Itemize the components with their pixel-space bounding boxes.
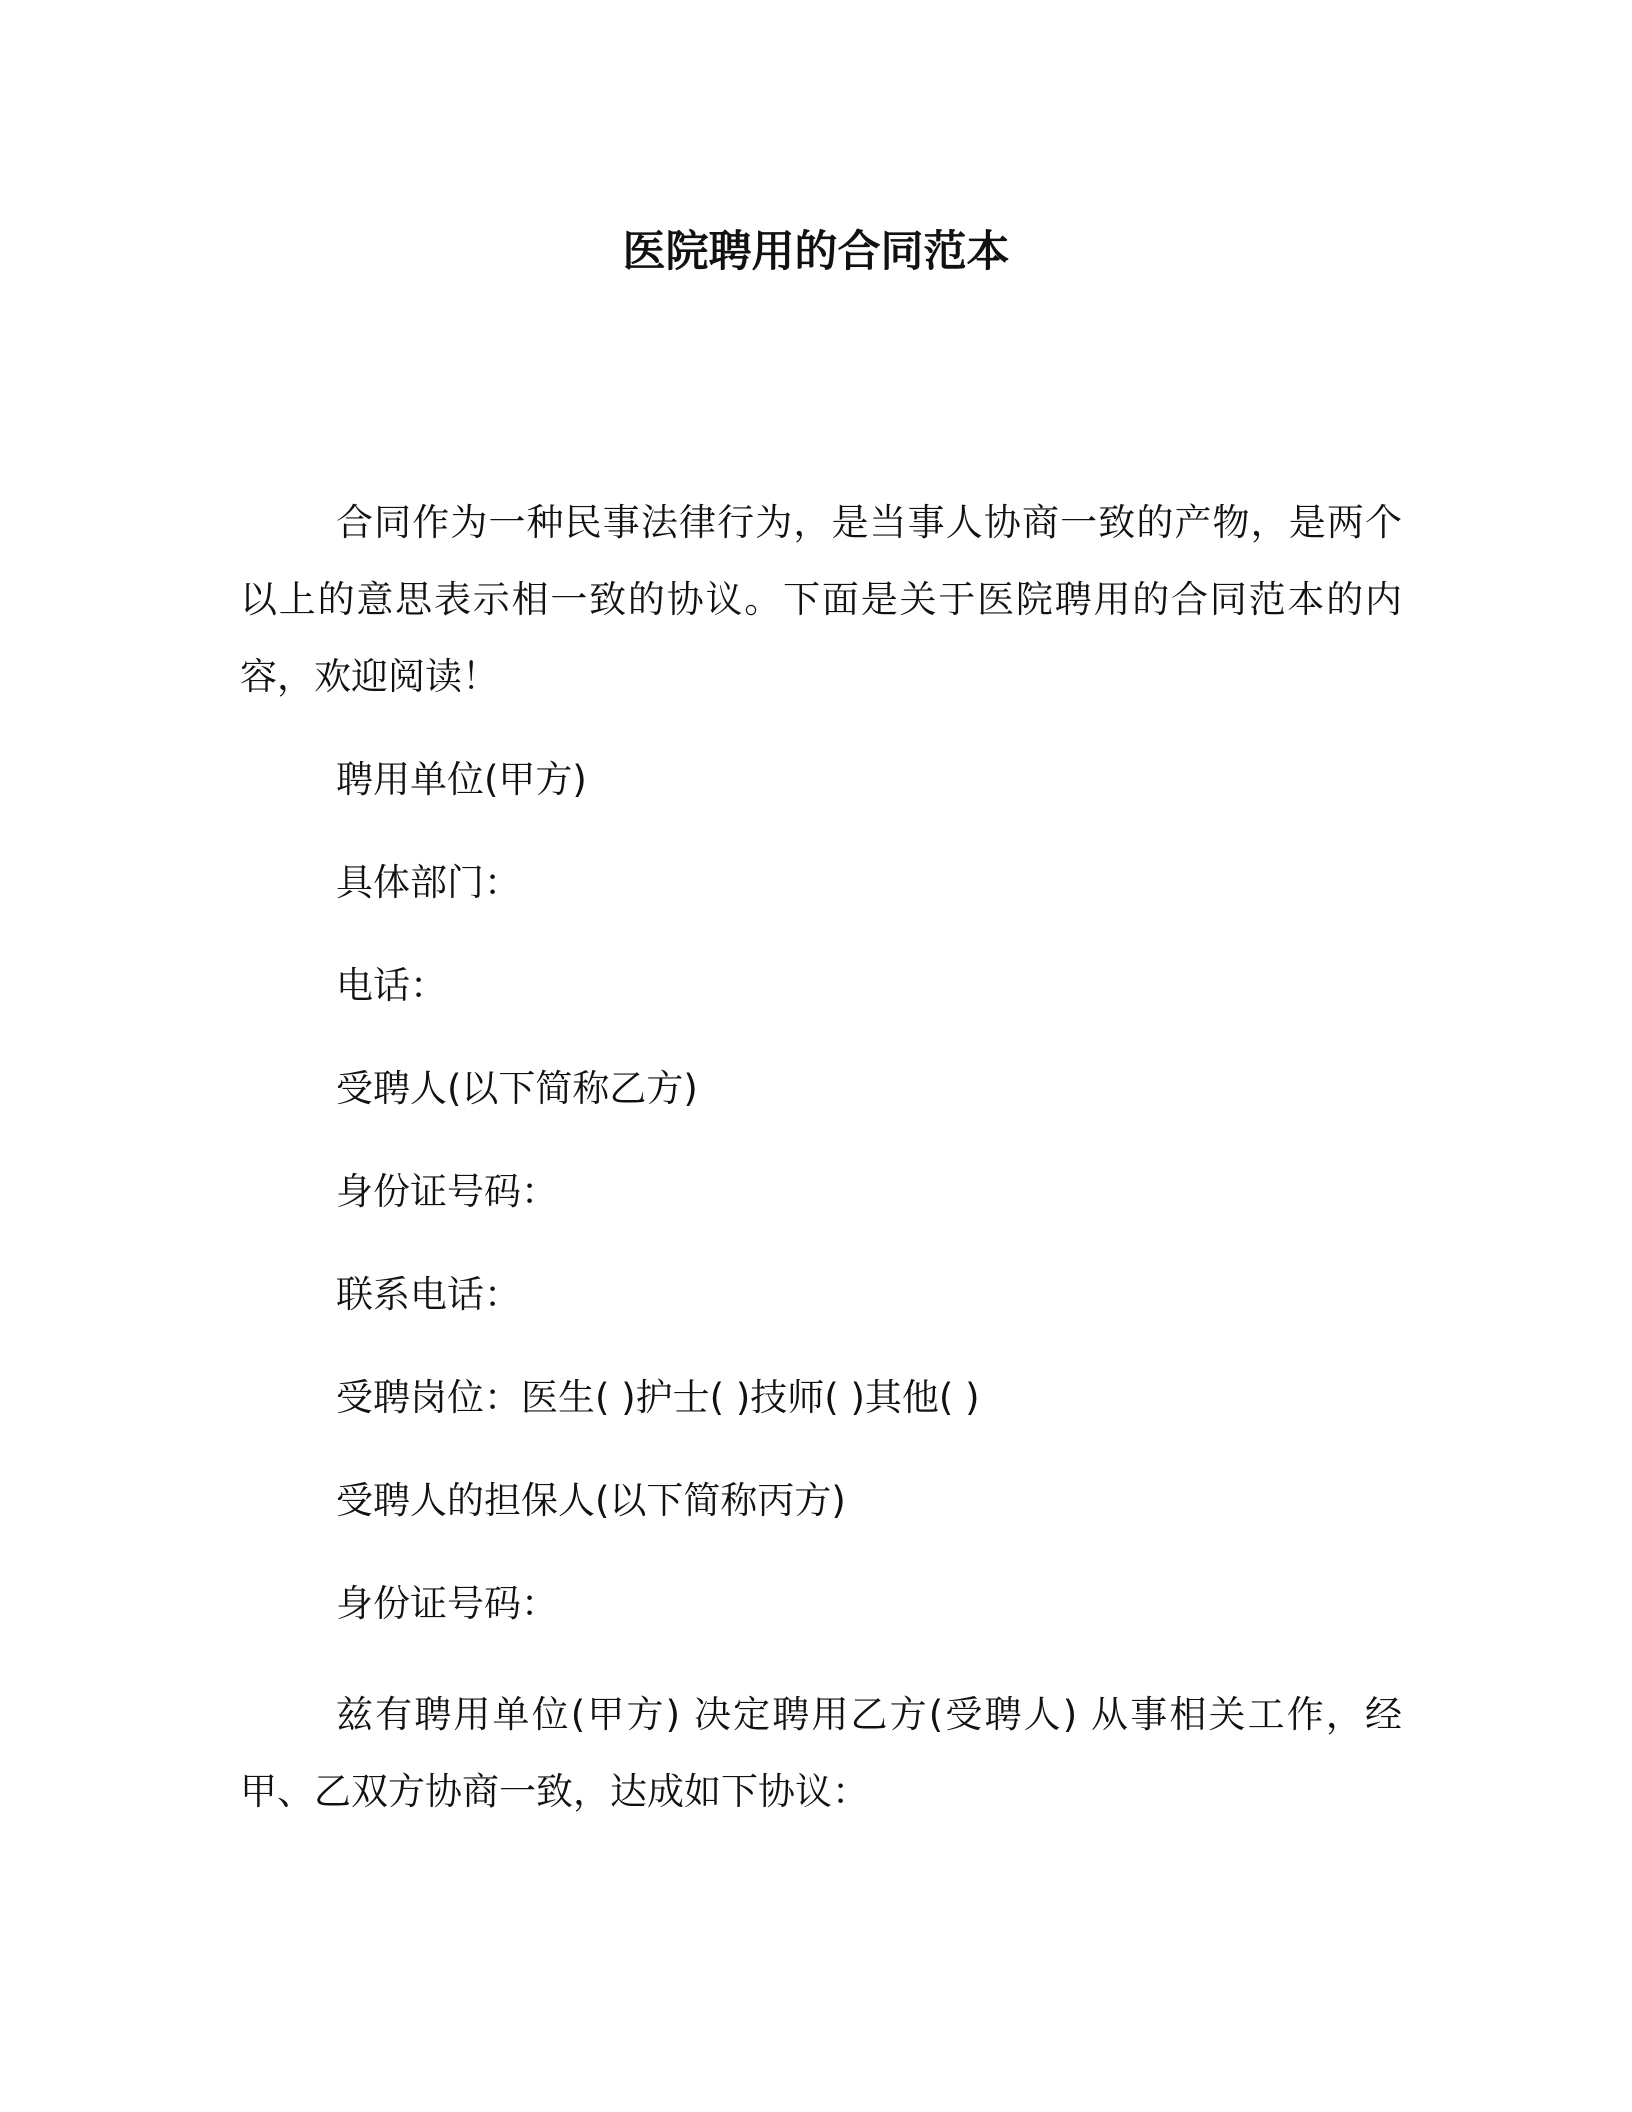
field-employer: 聘用单位(甲方) (336, 758, 587, 801)
closing-paragraph (240, 1676, 1402, 1830)
document-title: 医院聘用的合同范本 (622, 227, 1010, 277)
intro-paragraph (240, 484, 1402, 715)
field-guarantor-id-number: 身份证号码： (336, 1582, 558, 1625)
field-employee: 受聘人(以下简称乙方) (336, 1067, 698, 1110)
field-employee-id-number: 身份证号码： (336, 1170, 558, 1213)
field-phone: 电话： (336, 964, 447, 1007)
field-position: 受聘岗位：医生( )护士( )技师( )其他( ) (336, 1376, 980, 1419)
intro-text: 合同作为一种民事法律行为，是当事人协商一致的产物，是两个以上的意思表示相一致的协议。下面是关于医院聘用的合同范本的内容，欢迎阅读！ (240, 501, 1402, 698)
field-guarantor: 受聘人的担保人(以下简称丙方) (336, 1479, 846, 1522)
field-contact-phone: 联系电话： (336, 1273, 521, 1316)
field-department: 具体部门： (336, 861, 521, 904)
closing-text: 兹有聘用单位(甲方) 决定聘用乙方(受聘人) 从事相关工作，经甲、乙双方协商一致，达成如下协议： (240, 1693, 1402, 1813)
